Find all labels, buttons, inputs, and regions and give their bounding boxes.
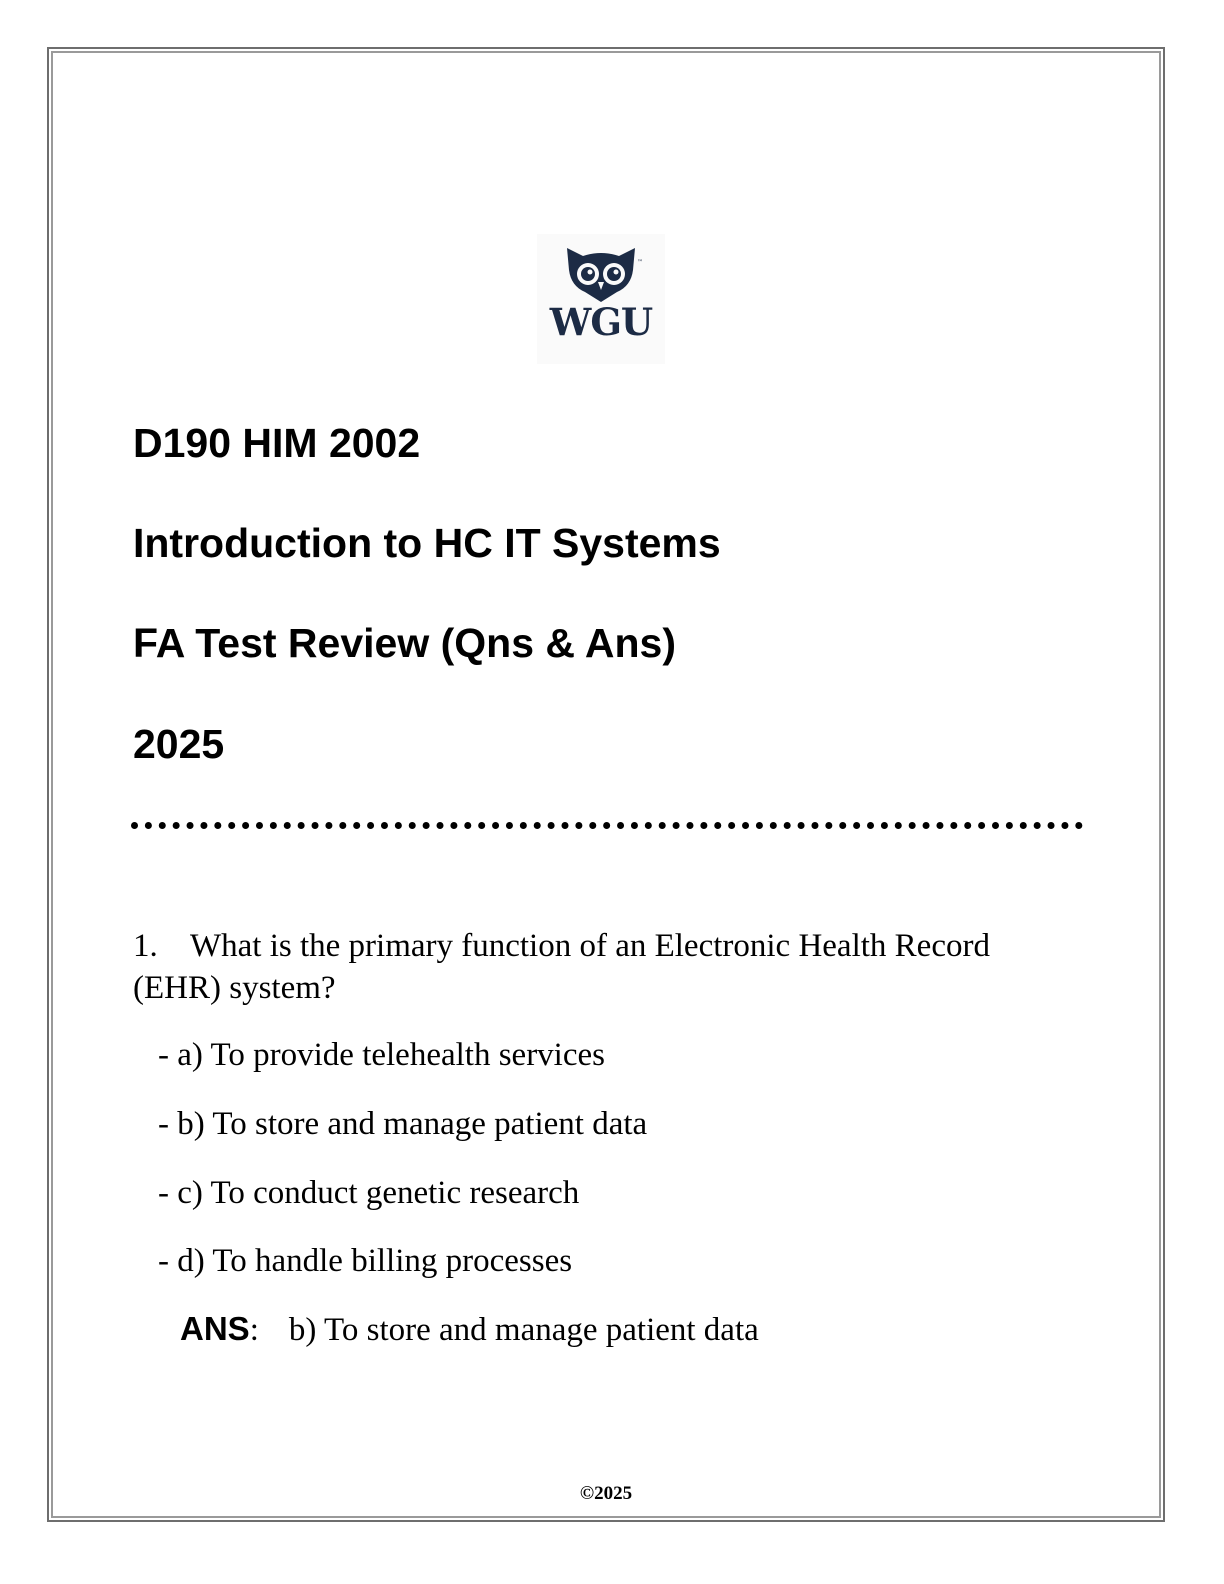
answer-text: b) To store and manage patient data bbox=[288, 1312, 759, 1348]
dotted-divider bbox=[131, 822, 1083, 829]
answer-label: ANS bbox=[180, 1310, 250, 1347]
option-d: - d) To handle billing processes bbox=[158, 1243, 573, 1279]
svg-text:™: ™ bbox=[637, 259, 643, 266]
option-c: - c) To conduct genetic research bbox=[158, 1175, 580, 1211]
question-text bbox=[133, 925, 1073, 1009]
course-code-heading: D190 HIM 2002 bbox=[133, 420, 421, 466]
year-heading: 2025 bbox=[133, 721, 225, 767]
option-a: - a) To provide telehealth services bbox=[158, 1037, 605, 1073]
question-body: What is the primary function of an Electronic Health Record (EHR) system? bbox=[133, 928, 990, 1006]
document-type-heading: FA Test Review (Qns & Ans) bbox=[133, 620, 676, 666]
answer-line bbox=[180, 1310, 759, 1349]
wgu-logo bbox=[537, 234, 665, 364]
course-title-heading: Introduction to HC IT Systems bbox=[133, 520, 721, 566]
copyright-footer: ©2025 bbox=[579, 1483, 633, 1504]
question-number: 1. bbox=[133, 928, 158, 964]
owl-icon bbox=[537, 234, 665, 304]
answer-separator: : bbox=[249, 1312, 259, 1348]
option-b: - b) To store and manage patient data bbox=[158, 1106, 648, 1142]
logo-wordmark: WGU bbox=[549, 300, 653, 344]
